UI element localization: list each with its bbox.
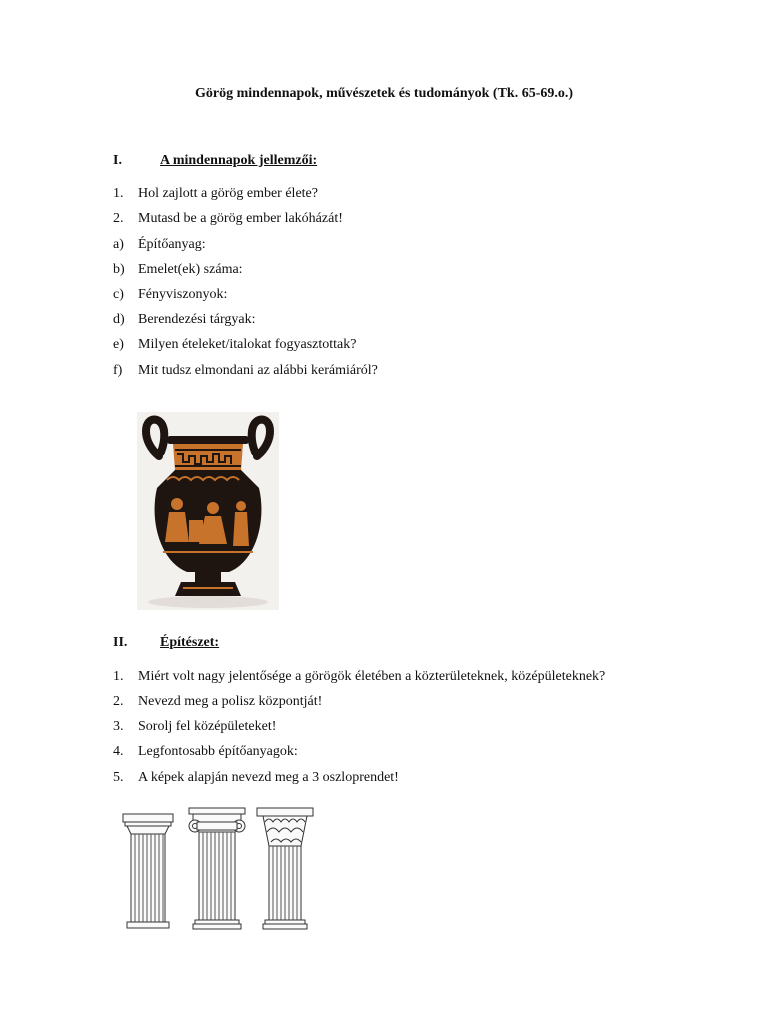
- list-item: [113, 770, 399, 786]
- list-item: [113, 186, 318, 202]
- list-item-text: Berendezési tárgyak:: [138, 312, 256, 327]
- list-marker: b): [113, 262, 125, 277]
- list-item-text: Mutasd be a görög ember lakóházát!: [138, 211, 343, 226]
- list-item-text: Legfontosabb építőanyagok:: [138, 744, 298, 759]
- list-item: [113, 211, 343, 227]
- page-title: Görög mindennapok, művészetek és tudományok (Tk. 65-69.o.): [194, 86, 574, 101]
- greek-vase-illustration: [137, 412, 279, 610]
- column-orders-illustration: [115, 802, 330, 930]
- list-marker: c): [113, 287, 124, 302]
- list-item-text: Hol zajlott a görög ember élete?: [138, 186, 318, 201]
- list-item-text: Nevezd meg a polisz központját!: [138, 694, 323, 709]
- list-item-text: Miért volt nagy jelentősége a görögök életében a közterületeknek, középületeknek?: [138, 669, 606, 684]
- list-marker: 4.: [113, 744, 124, 759]
- list-marker: 2.: [113, 211, 124, 226]
- list-item: [113, 262, 243, 278]
- section-2-number: II.: [113, 635, 128, 650]
- list-item: [113, 669, 605, 685]
- section-1-title: A mindennapok jellemzői:: [160, 153, 318, 168]
- list-item: [113, 719, 276, 735]
- section-1-number: I.: [113, 153, 122, 168]
- list-marker: e): [113, 337, 124, 352]
- list-marker: f): [113, 363, 123, 378]
- columns-image: [115, 802, 330, 930]
- list-marker: 5.: [113, 770, 124, 785]
- list-item: [113, 694, 322, 710]
- list-item-text: Emelet(ek) száma:: [138, 262, 243, 277]
- list-item: [113, 744, 298, 760]
- list-item: [113, 312, 256, 328]
- list-marker: d): [113, 312, 125, 327]
- vase-image: [137, 412, 279, 610]
- list-item: [113, 237, 206, 253]
- list-marker: 1.: [113, 669, 124, 684]
- list-marker: a): [113, 237, 124, 252]
- list-marker: 2.: [113, 694, 124, 709]
- section-2-title: Építészet:: [160, 635, 220, 650]
- doric-column: [123, 814, 173, 928]
- list-item-text: A képek alapján nevezd meg a 3 oszloprendet!: [138, 770, 399, 785]
- list-marker: 1.: [113, 186, 124, 201]
- list-item: [113, 337, 356, 353]
- section-2-heading: [113, 635, 219, 651]
- list-item-text: Milyen ételeket/italokat fogyasztottak?: [138, 337, 357, 352]
- list-marker: 3.: [113, 719, 124, 734]
- list-item-text: Fényviszonyok:: [138, 287, 228, 302]
- list-item-text: Sorolj fel középületeket!: [138, 719, 277, 734]
- list-item-text: Építőanyag:: [138, 237, 206, 252]
- list-item-text: Mit tudsz elmondani az alábbi kerámiáról?: [138, 363, 378, 378]
- list-item: [113, 287, 227, 303]
- section-1-heading: [113, 153, 317, 169]
- list-item: [113, 363, 378, 379]
